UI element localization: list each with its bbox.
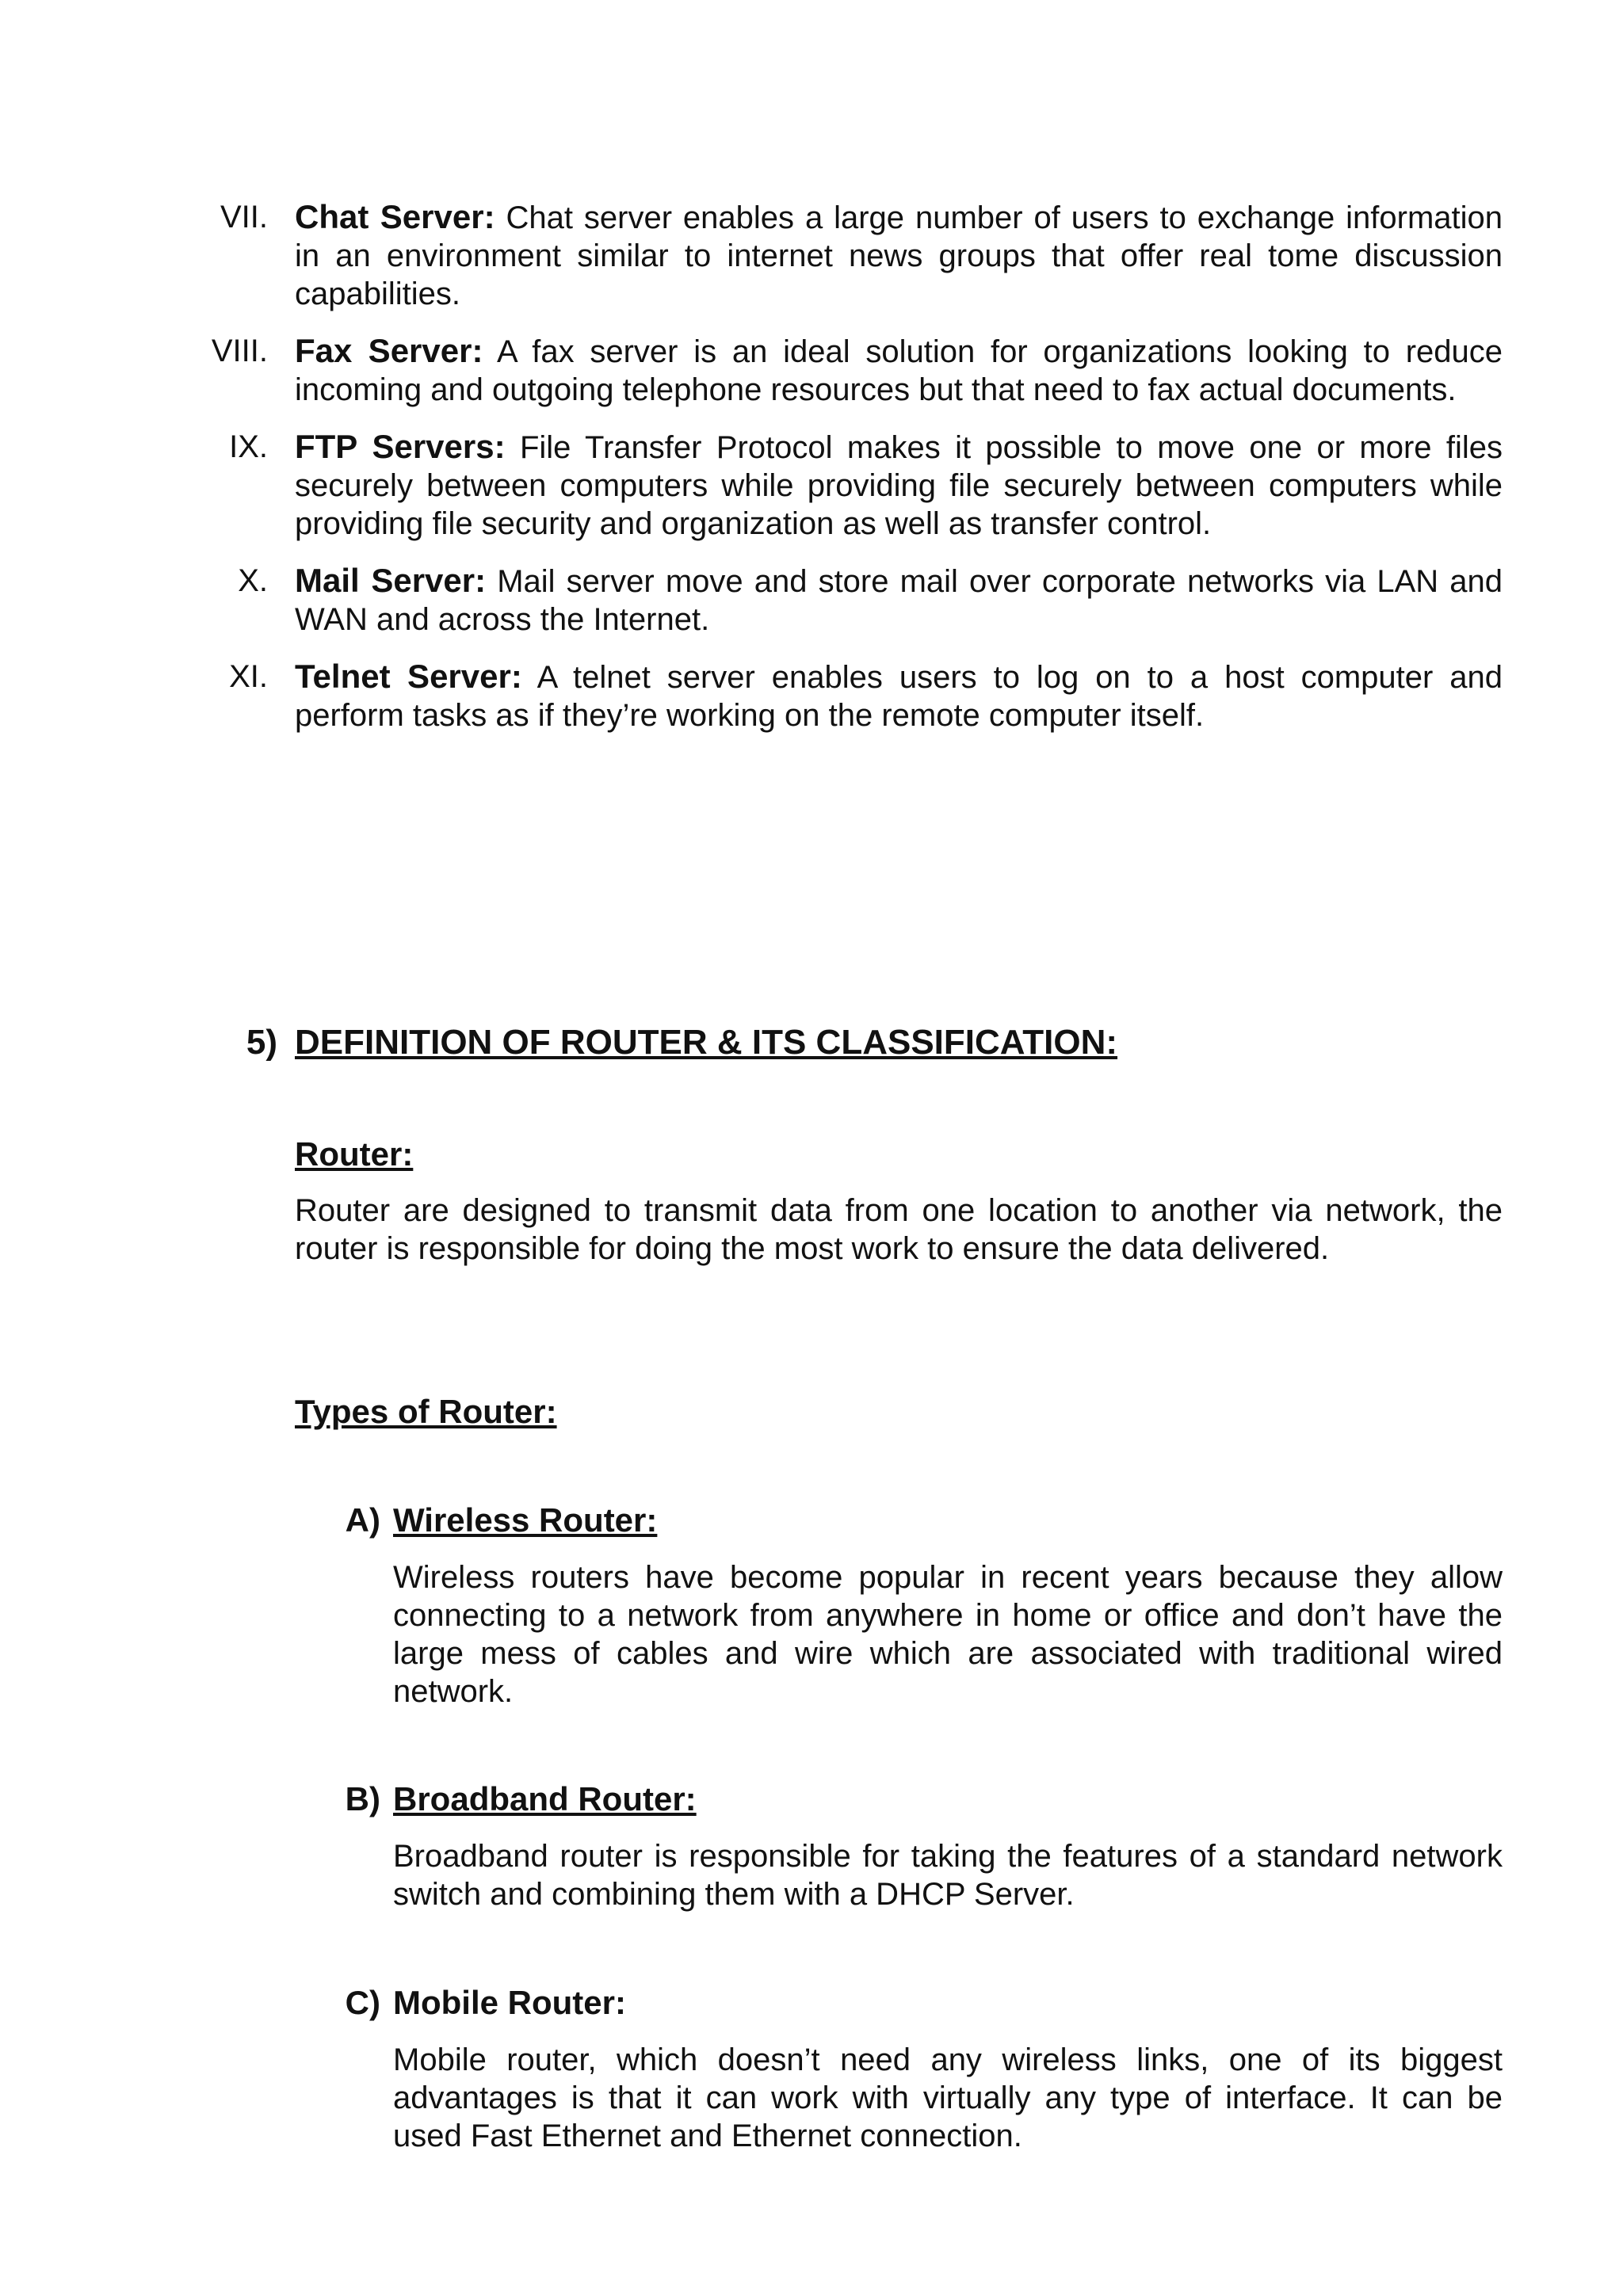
type-title: Mobile Router: <box>393 1984 626 2021</box>
list-item-mail-server <box>0 562 1623 639</box>
list-item-title: Chat Server: <box>295 198 495 235</box>
type-label: A) <box>345 1501 380 1539</box>
section-number: 5) <box>246 1023 277 1062</box>
list-numeral: IX. <box>229 429 268 464</box>
type-description: Broadband router is responsible for taking the features of a standard network switch and combining them with a DHCP Server. <box>393 1839 1503 1912</box>
list-item-description: Chat server enables a large number of users to exchange information in an environment similar to internet news groups that offer real tome discussion capabilities. <box>295 200 1503 311</box>
list-item-ftp-servers <box>0 428 1623 543</box>
list-item-title: Mail Server: <box>295 562 487 599</box>
list-item-text <box>295 658 1503 734</box>
list-numeral: X. <box>238 563 268 598</box>
type-description: Wireless routers have become popular in recent years because they allow connecting to a network from anywhere in home or office and don’t have the large mess of cables and wire which are associated with traditional wired network. <box>393 1560 1503 1709</box>
type-title: Broadband Router: <box>393 1780 697 1817</box>
type-title: Wireless Router: <box>393 1501 658 1539</box>
list-numeral: VIII. <box>211 334 268 368</box>
list-item-title: Telnet Server: <box>295 658 522 695</box>
section-title: DEFINITION OF ROUTER & ITS CLASSIFICATION: <box>295 1023 1118 1062</box>
router-heading: Router: <box>295 1135 414 1173</box>
list-item-text <box>295 562 1503 639</box>
types-heading: Types of Router: <box>295 1393 557 1430</box>
list-item-text <box>295 332 1503 409</box>
list-item-text <box>295 428 1503 543</box>
server-types-list <box>0 198 1623 753</box>
list-item-description: A telnet server enables users to log on to a host computer and perform tasks as if they’re working on the remote computer itself. <box>295 660 1503 733</box>
list-numeral: VII. <box>220 200 268 235</box>
list-item-title: Fax Server: <box>295 332 483 369</box>
list-item-chat-server <box>0 198 1623 313</box>
list-item-description: Mail server move and store mail over corporate networks via LAN and WAN and across the Internet. <box>295 564 1503 637</box>
type-description: Mobile router, which doesn’t need any wireless links, one of its biggest advantages is that it can work with virtually any type of interface. It can be used Fast Ethernet and Ethernet connection. <box>393 2042 1503 2153</box>
type-label: B) <box>345 1780 380 1817</box>
list-item-description: File Transfer Protocol makes it possible to move one or more files securely between computers while providing file securely between computers while providing file security and organization as well as transfer control. <box>295 430 1503 541</box>
list-item-fax-server <box>0 332 1623 409</box>
type-label: C) <box>345 1984 380 2021</box>
router-definition: Router are designed to transmit data from one location to another via network, the router is responsible for doing the most work to ensure the data delivered. <box>295 1193 1503 1266</box>
list-numeral: XI. <box>229 659 268 694</box>
list-item-telnet-server <box>0 658 1623 734</box>
list-item-text <box>295 198 1503 313</box>
list-item-title: FTP Servers: <box>295 428 506 465</box>
list-item-description: A fax server is an ideal solution for organizations looking to reduce incoming and outgoing telephone resources but that need to fax actual documents. <box>295 334 1503 407</box>
